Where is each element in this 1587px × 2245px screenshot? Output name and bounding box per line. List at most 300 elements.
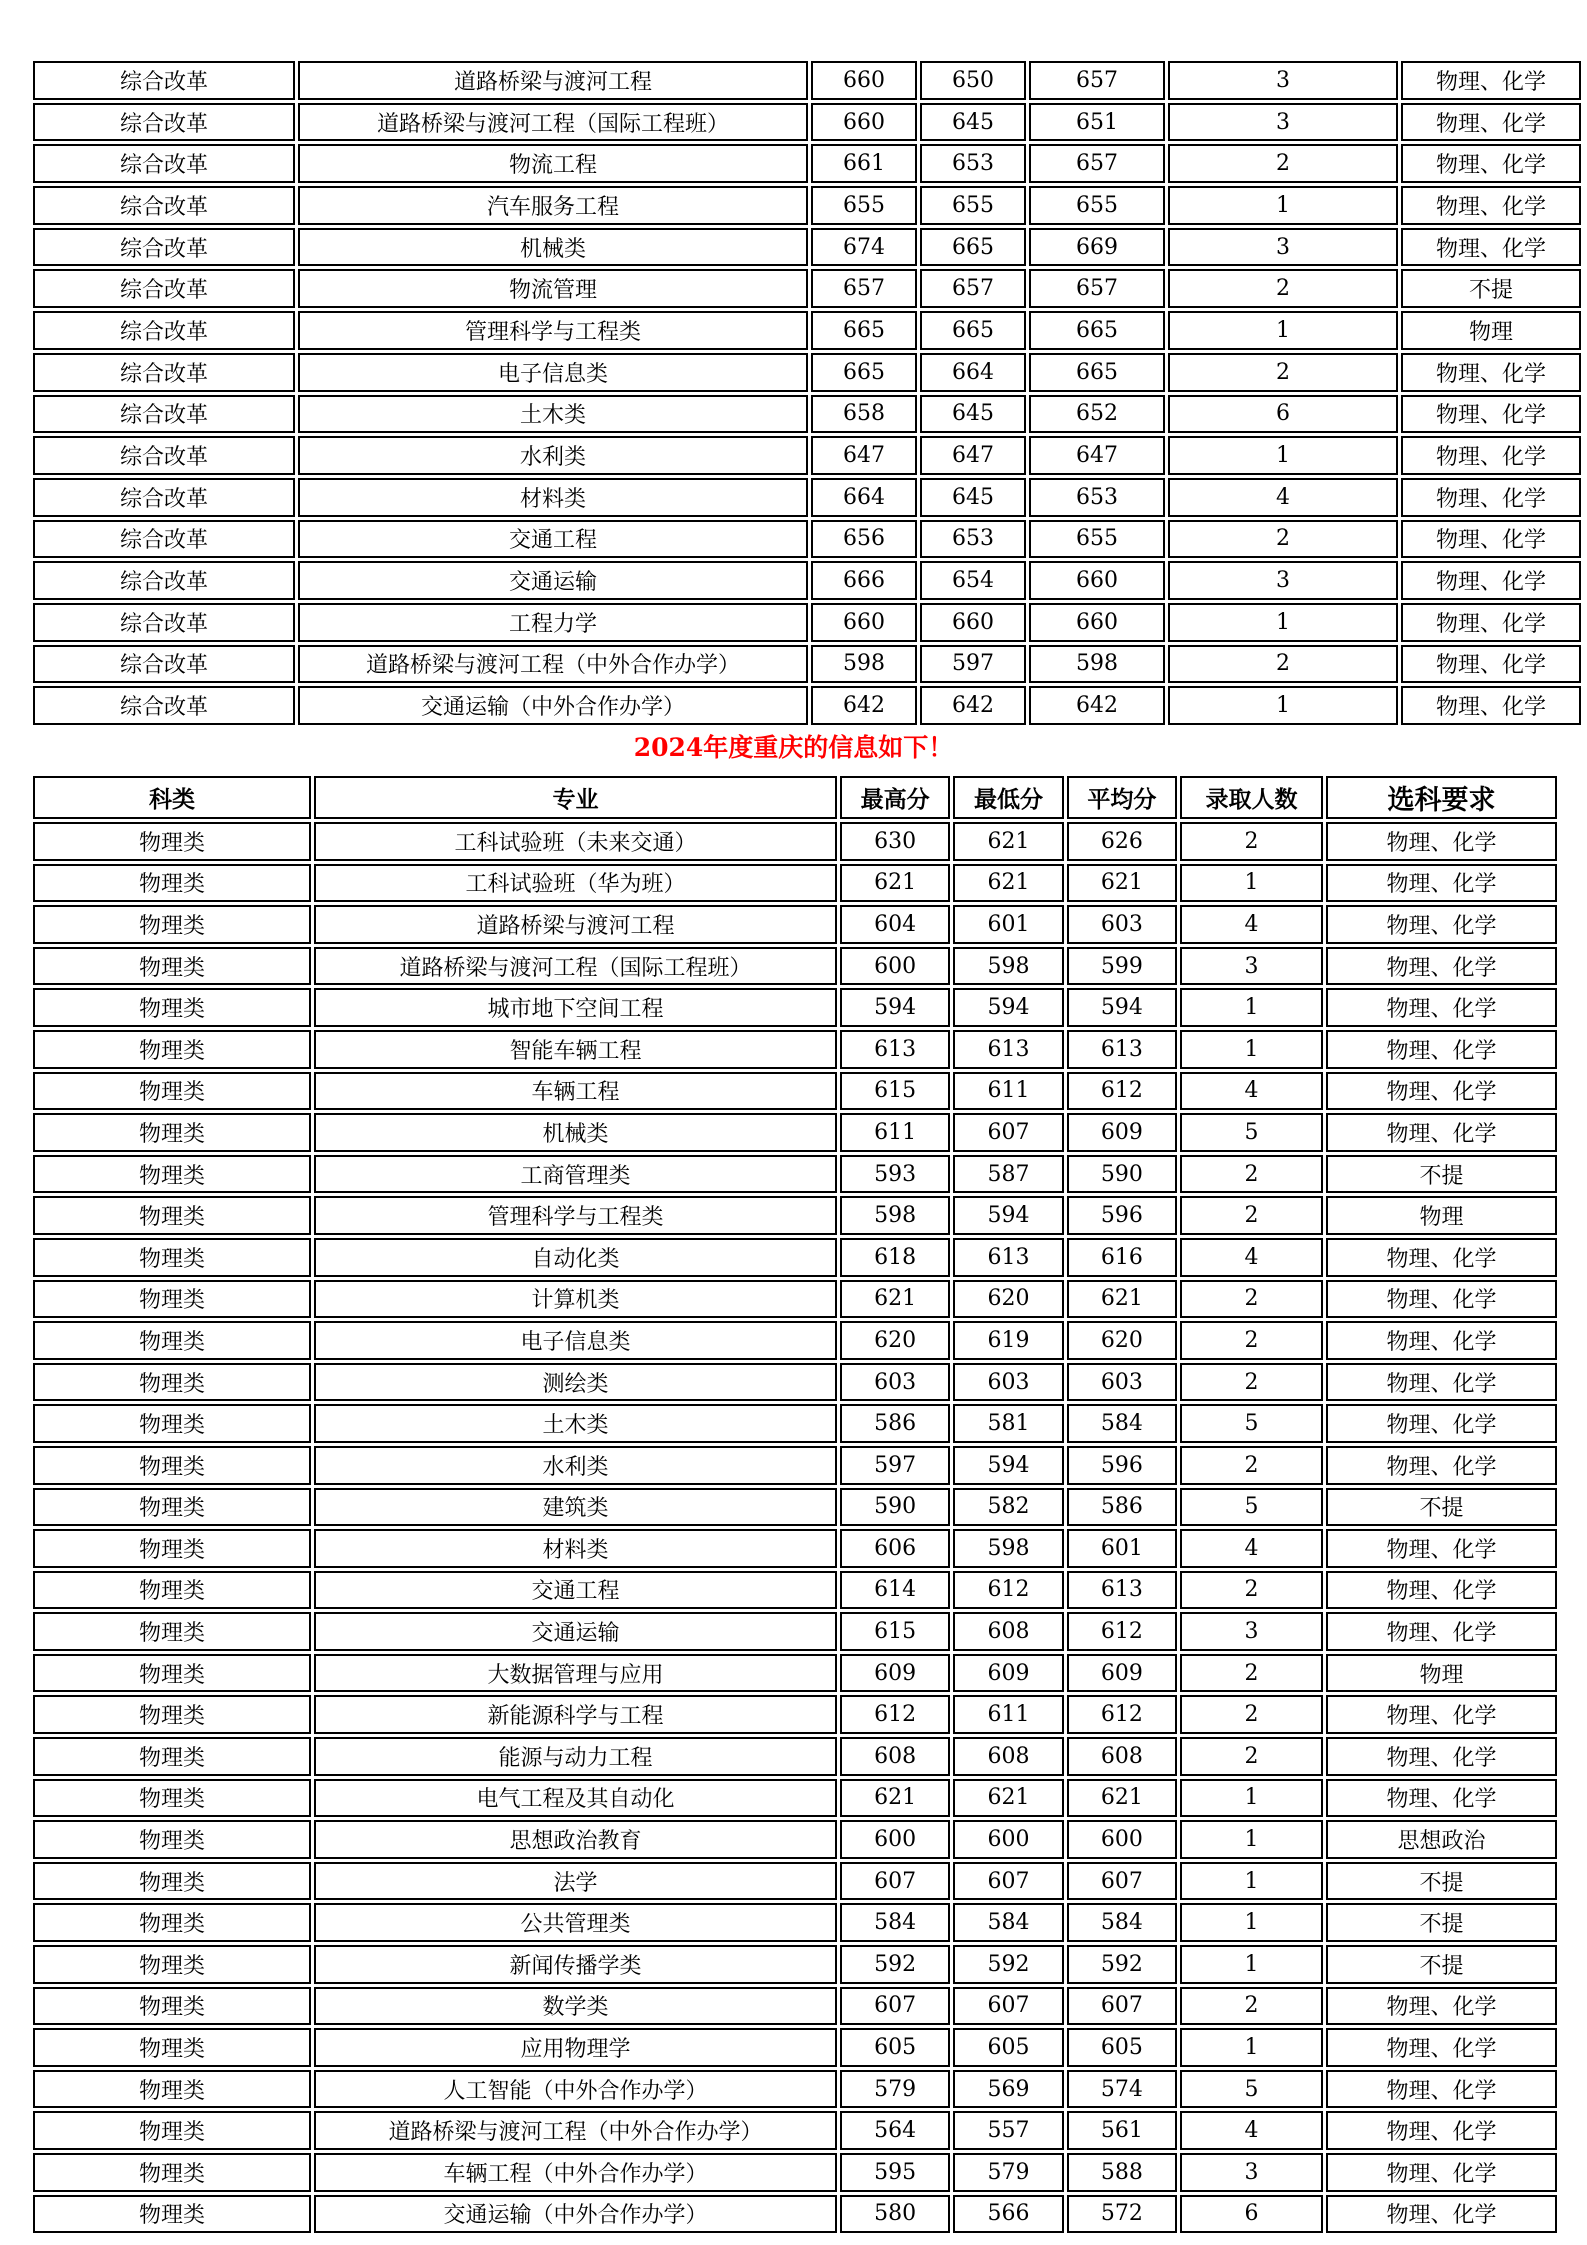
cell-min-score: 645 [920, 395, 1026, 434]
cell-major: 水利类 [298, 436, 808, 475]
cell-avg-score: 669 [1029, 228, 1165, 267]
cell-category: 物理类 [33, 1113, 311, 1152]
cell-admitted-count: 2 [1180, 1695, 1323, 1734]
cell-admitted-count: 2 [1180, 1363, 1323, 1402]
cell-admitted-count: 1 [1180, 1862, 1323, 1901]
cell-max-score: 660 [811, 61, 917, 100]
cell-admitted-count: 2 [1180, 822, 1323, 861]
cell-admitted-count: 1 [1168, 186, 1398, 225]
cell-subject-requirement: 物理、化学 [1326, 1612, 1557, 1651]
cell-max-score: 656 [811, 520, 917, 559]
cell-admitted-count: 2 [1180, 1155, 1323, 1194]
cell-avg-score: 620 [1067, 1321, 1177, 1360]
table-row [33, 1945, 1557, 1984]
cell-max-score: 607 [840, 1987, 950, 2026]
cell-avg-score: 605 [1067, 2028, 1177, 2067]
cell-avg-score: 642 [1029, 686, 1165, 725]
cell-admitted-count: 2 [1168, 645, 1398, 684]
cell-max-score: 614 [840, 1571, 950, 1610]
cell-major: 工程力学 [298, 603, 808, 642]
cell-min-score: 621 [953, 864, 1063, 903]
cell-avg-score: 665 [1029, 353, 1165, 392]
table-row [33, 1446, 1557, 1485]
cell-min-score: 594 [953, 988, 1063, 1027]
cell-avg-score: 612 [1067, 1612, 1177, 1651]
cell-subject-requirement: 物理、化学 [1401, 103, 1581, 142]
header-admitted-count: 录取人数 [1180, 776, 1323, 819]
cell-major: 材料类 [298, 478, 808, 517]
cell-max-score: 590 [840, 1488, 950, 1527]
cell-subject-requirement: 物理、化学 [1401, 353, 1581, 392]
section-heading-chongqing-2024: 2024年度重庆的信息如下！ [633, 733, 954, 762]
cell-min-score: 611 [953, 1695, 1063, 1734]
cell-subject-requirement: 物理、化学 [1326, 822, 1557, 861]
cell-avg-score: 603 [1067, 905, 1177, 944]
cell-avg-score: 655 [1029, 520, 1165, 559]
cell-avg-score: 665 [1029, 311, 1165, 350]
cell-admitted-count: 3 [1168, 228, 1398, 267]
cell-max-score: 597 [840, 1446, 950, 1485]
cell-major: 法学 [314, 1862, 837, 1901]
cell-subject-requirement: 物理、化学 [1401, 478, 1581, 517]
cell-min-score: 582 [953, 1488, 1063, 1527]
cell-subject-requirement: 物理 [1401, 311, 1581, 350]
cell-subject-requirement: 物理、化学 [1401, 395, 1581, 434]
cell-min-score: 611 [953, 1072, 1063, 1111]
cell-min-score: 613 [953, 1030, 1063, 1069]
cell-min-score: 598 [953, 947, 1063, 986]
cell-category: 物理类 [33, 2153, 311, 2192]
cell-avg-score: 651 [1029, 103, 1165, 142]
cell-avg-score: 561 [1067, 2111, 1177, 2150]
cell-avg-score: 613 [1067, 1571, 1177, 1610]
table-row [33, 1862, 1557, 1901]
table-row [33, 186, 1581, 225]
cell-max-score: 674 [811, 228, 917, 267]
cell-max-score: 664 [811, 478, 917, 517]
cell-admitted-count: 1 [1180, 988, 1323, 1027]
cell-avg-score: 660 [1029, 603, 1165, 642]
cell-subject-requirement: 物理、化学 [1326, 2028, 1557, 2067]
cell-category: 综合改革 [33, 103, 295, 142]
cell-admitted-count: 4 [1180, 905, 1323, 944]
admission-table-previous [30, 58, 1584, 728]
cell-avg-score: 596 [1067, 1196, 1177, 1235]
cell-max-score: 660 [811, 103, 917, 142]
cell-subject-requirement: 物理、化学 [1326, 1571, 1557, 1610]
cell-min-score: 621 [953, 1779, 1063, 1818]
cell-admitted-count: 1 [1180, 2028, 1323, 2067]
cell-category: 物理类 [33, 905, 311, 944]
cell-avg-score: 590 [1067, 1155, 1177, 1194]
cell-min-score: 597 [920, 645, 1026, 684]
cell-avg-score: 572 [1067, 2195, 1177, 2234]
cell-subject-requirement: 物理、化学 [1326, 1030, 1557, 1069]
cell-subject-requirement: 物理、化学 [1401, 228, 1581, 267]
cell-max-score: 661 [811, 144, 917, 183]
cell-subject-requirement: 不提 [1326, 1945, 1557, 1984]
cell-subject-requirement: 物理、化学 [1326, 864, 1557, 903]
cell-major: 管理科学与工程类 [314, 1196, 837, 1235]
cell-subject-requirement: 物理、化学 [1326, 1695, 1557, 1734]
cell-avg-score: 584 [1067, 1903, 1177, 1942]
cell-min-score: 664 [920, 353, 1026, 392]
cell-major: 电子信息类 [314, 1321, 837, 1360]
cell-category: 综合改革 [33, 61, 295, 100]
cell-min-score: 650 [920, 61, 1026, 100]
cell-major: 机械类 [314, 1113, 837, 1152]
cell-max-score: 615 [840, 1612, 950, 1651]
cell-major: 汽车服务工程 [298, 186, 808, 225]
cell-subject-requirement: 物理、化学 [1326, 2070, 1557, 2109]
cell-avg-score: 621 [1067, 1779, 1177, 1818]
cell-category: 综合改革 [33, 478, 295, 517]
cell-min-score: 665 [920, 311, 1026, 350]
cell-category: 物理类 [33, 1072, 311, 1111]
cell-category: 物理类 [33, 1737, 311, 1776]
cell-avg-score: 616 [1067, 1238, 1177, 1277]
cell-subject-requirement: 不提 [1326, 1862, 1557, 1901]
cell-admitted-count: 4 [1180, 1238, 1323, 1277]
cell-min-score: 605 [953, 2028, 1063, 2067]
cell-major: 大数据管理与应用 [314, 1654, 837, 1693]
cell-subject-requirement: 物理、化学 [1326, 2195, 1557, 2234]
cell-min-score: 653 [920, 144, 1026, 183]
cell-category: 综合改革 [33, 686, 295, 725]
cell-admitted-count: 4 [1168, 478, 1398, 517]
cell-subject-requirement: 物理 [1326, 1654, 1557, 1693]
cell-max-score: 592 [840, 1945, 950, 1984]
cell-avg-score: 584 [1067, 1404, 1177, 1443]
cell-category: 综合改革 [33, 520, 295, 559]
table-row [33, 61, 1581, 100]
cell-max-score: 630 [840, 822, 950, 861]
table-row [33, 2195, 1557, 2234]
cell-subject-requirement: 物理、化学 [1401, 144, 1581, 183]
cell-min-score: 655 [920, 186, 1026, 225]
cell-min-score: 608 [953, 1737, 1063, 1776]
cell-admitted-count: 2 [1180, 1321, 1323, 1360]
cell-min-score: 598 [953, 1529, 1063, 1568]
cell-category: 综合改革 [33, 228, 295, 267]
cell-subject-requirement: 物理、化学 [1326, 1779, 1557, 1818]
cell-admitted-count: 2 [1168, 144, 1398, 183]
cell-category: 物理类 [33, 2195, 311, 2234]
cell-max-score: 642 [811, 686, 917, 725]
cell-major: 道路桥梁与渡河工程（国际工程班） [298, 103, 808, 142]
table-row [33, 1321, 1557, 1360]
table-row [33, 1820, 1557, 1859]
cell-max-score: 607 [840, 1862, 950, 1901]
cell-category: 综合改革 [33, 395, 295, 434]
cell-admitted-count: 3 [1168, 561, 1398, 600]
table-row [33, 1363, 1557, 1402]
cell-admitted-count: 2 [1168, 353, 1398, 392]
cell-max-score: 621 [840, 864, 950, 903]
cell-min-score: 612 [953, 1571, 1063, 1610]
cell-subject-requirement: 物理、化学 [1326, 1529, 1557, 1568]
cell-category: 物理类 [33, 1488, 311, 1527]
cell-major: 交通运输 [314, 1612, 837, 1651]
cell-major: 物流工程 [298, 144, 808, 183]
table-row [33, 478, 1581, 517]
cell-category: 物理类 [33, 1903, 311, 1942]
cell-subject-requirement: 物理、化学 [1326, 1404, 1557, 1443]
cell-admitted-count: 1 [1168, 436, 1398, 475]
cell-min-score: 607 [953, 1113, 1063, 1152]
table-row [33, 1779, 1557, 1818]
cell-max-score: 647 [811, 436, 917, 475]
table-row [33, 103, 1581, 142]
cell-admitted-count: 5 [1180, 1404, 1323, 1443]
cell-category: 物理类 [33, 2111, 311, 2150]
cell-subject-requirement: 物理、化学 [1326, 988, 1557, 1027]
cell-avg-score: 655 [1029, 186, 1165, 225]
table-row [33, 905, 1557, 944]
cell-category: 综合改革 [33, 311, 295, 350]
cell-max-score: 618 [840, 1238, 950, 1277]
cell-admitted-count: 1 [1168, 603, 1398, 642]
admission-table-chongqing-2024-body [33, 822, 1557, 2233]
table-row [33, 144, 1581, 183]
cell-admitted-count: 2 [1180, 1737, 1323, 1776]
table-row [33, 1488, 1557, 1527]
cell-admitted-count: 4 [1180, 1072, 1323, 1111]
cell-major: 交通运输（中外合作办学） [314, 2195, 837, 2234]
cell-min-score: 647 [920, 436, 1026, 475]
cell-category: 综合改革 [33, 603, 295, 642]
table-row [33, 228, 1581, 267]
cell-admitted-count: 1 [1180, 864, 1323, 903]
cell-admitted-count: 2 [1180, 1196, 1323, 1235]
cell-major: 新闻传播学类 [314, 1945, 837, 1984]
cell-category: 综合改革 [33, 144, 295, 183]
cell-category: 物理类 [33, 947, 311, 986]
cell-major: 电气工程及其自动化 [314, 1779, 837, 1818]
cell-max-score: 580 [840, 2195, 950, 2234]
cell-admitted-count: 6 [1180, 2195, 1323, 2234]
cell-admitted-count: 2 [1180, 1571, 1323, 1610]
cell-admitted-count: 2 [1168, 269, 1398, 308]
cell-major: 道路桥梁与渡河工程 [298, 61, 808, 100]
table-row [33, 1238, 1557, 1277]
cell-avg-score: 601 [1067, 1529, 1177, 1568]
cell-min-score: 657 [920, 269, 1026, 308]
cell-subject-requirement: 物理、化学 [1401, 645, 1581, 684]
cell-max-score: 665 [811, 311, 917, 350]
cell-admitted-count: 1 [1180, 1903, 1323, 1942]
cell-category: 物理类 [33, 1404, 311, 1443]
cell-min-score: 581 [953, 1404, 1063, 1443]
cell-category: 物理类 [33, 1862, 311, 1901]
cell-category: 物理类 [33, 1779, 311, 1818]
cell-major: 测绘类 [314, 1363, 837, 1402]
table-row [33, 436, 1581, 475]
cell-min-score: 620 [953, 1280, 1063, 1319]
table-row [33, 561, 1581, 600]
admission-table-chongqing-2024 [30, 773, 1560, 2236]
table-row [33, 520, 1581, 559]
cell-subject-requirement: 物理、化学 [1326, 1113, 1557, 1152]
cell-subject-requirement: 物理、化学 [1401, 436, 1581, 475]
cell-min-score: 653 [920, 520, 1026, 559]
cell-major: 土木类 [314, 1404, 837, 1443]
cell-category: 物理类 [33, 822, 311, 861]
cell-max-score: 564 [840, 2111, 950, 2150]
cell-max-score: 657 [811, 269, 917, 308]
header-major: 专业 [314, 776, 837, 819]
cell-major: 交通工程 [298, 520, 808, 559]
cell-major: 智能车辆工程 [314, 1030, 837, 1069]
table-row [33, 645, 1581, 684]
table-row [33, 353, 1581, 392]
cell-subject-requirement: 物理、化学 [1401, 561, 1581, 600]
cell-major: 公共管理类 [314, 1903, 837, 1942]
cell-category: 物理类 [33, 1654, 311, 1693]
cell-subject-requirement: 物理、化学 [1401, 686, 1581, 725]
cell-subject-requirement: 物理、化学 [1401, 61, 1581, 100]
cell-avg-score: 603 [1067, 1363, 1177, 1402]
cell-admitted-count: 1 [1168, 311, 1398, 350]
cell-min-score: 660 [920, 603, 1026, 642]
cell-major: 道路桥梁与渡河工程（中外合作办学） [298, 645, 808, 684]
cell-avg-score: 599 [1067, 947, 1177, 986]
cell-admitted-count: 4 [1180, 2111, 1323, 2150]
cell-major: 思想政治教育 [314, 1820, 837, 1859]
cell-subject-requirement: 物理、化学 [1326, 1987, 1557, 2026]
cell-category: 综合改革 [33, 561, 295, 600]
cell-max-score: 584 [840, 1903, 950, 1942]
cell-major: 材料类 [314, 1529, 837, 1568]
cell-avg-score: 612 [1067, 1072, 1177, 1111]
header-max-score: 最高分 [840, 776, 950, 819]
cell-avg-score: 626 [1067, 822, 1177, 861]
cell-max-score: 603 [840, 1363, 950, 1402]
cell-max-score: 600 [840, 947, 950, 986]
cell-major: 工科试验班（未来交通） [314, 822, 837, 861]
table-row [33, 2070, 1557, 2109]
cell-major: 车辆工程 [314, 1072, 837, 1111]
cell-avg-score: 592 [1067, 1945, 1177, 1984]
cell-max-score: 658 [811, 395, 917, 434]
cell-category: 物理类 [33, 1155, 311, 1194]
cell-category: 物理类 [33, 1820, 311, 1859]
cell-min-score: 609 [953, 1654, 1063, 1693]
cell-admitted-count: 1 [1168, 686, 1398, 725]
cell-admitted-count: 3 [1180, 947, 1323, 986]
cell-min-score: 642 [920, 686, 1026, 725]
cell-max-score: 666 [811, 561, 917, 600]
cell-major: 城市地下空间工程 [314, 988, 837, 1027]
cell-avg-score: 607 [1067, 1987, 1177, 2026]
cell-admitted-count: 2 [1180, 1280, 1323, 1319]
cell-major: 物流管理 [298, 269, 808, 308]
table-row [33, 1529, 1557, 1568]
cell-min-score: 645 [920, 478, 1026, 517]
cell-category: 物理类 [33, 864, 311, 903]
cell-min-score: 608 [953, 1612, 1063, 1651]
cell-admitted-count: 3 [1168, 61, 1398, 100]
cell-category: 物理类 [33, 1529, 311, 1568]
cell-admitted-count: 1 [1180, 1945, 1323, 1984]
table-row [33, 2153, 1557, 2192]
cell-category: 物理类 [33, 1280, 311, 1319]
cell-major: 车辆工程（中外合作办学） [314, 2153, 837, 2192]
cell-min-score: 665 [920, 228, 1026, 267]
cell-avg-score: 608 [1067, 1737, 1177, 1776]
cell-min-score: 594 [953, 1196, 1063, 1235]
cell-subject-requirement: 物理、化学 [1326, 1321, 1557, 1360]
cell-subject-requirement: 物理、化学 [1326, 1363, 1557, 1402]
cell-category: 物理类 [33, 2070, 311, 2109]
table-row [33, 686, 1581, 725]
cell-subject-requirement: 物理、化学 [1401, 520, 1581, 559]
cell-max-score: 579 [840, 2070, 950, 2109]
cell-avg-score: 609 [1067, 1654, 1177, 1693]
cell-category: 物理类 [33, 1612, 311, 1651]
cell-min-score: 587 [953, 1155, 1063, 1194]
cell-category: 物理类 [33, 1695, 311, 1734]
cell-admitted-count: 5 [1180, 2070, 1323, 2109]
cell-avg-score: 586 [1067, 1488, 1177, 1527]
table-header-row [33, 776, 1557, 819]
cell-subject-requirement: 物理、化学 [1401, 603, 1581, 642]
cell-subject-requirement: 物理 [1326, 1196, 1557, 1235]
cell-subject-requirement: 物理、化学 [1326, 2153, 1557, 2192]
cell-max-score: 595 [840, 2153, 950, 2192]
cell-min-score: 584 [953, 1903, 1063, 1942]
table-row [33, 947, 1557, 986]
cell-max-score: 613 [840, 1030, 950, 1069]
cell-major: 道路桥梁与渡河工程 [314, 905, 837, 944]
cell-subject-requirement: 物理、化学 [1326, 905, 1557, 944]
cell-major: 应用物理学 [314, 2028, 837, 2067]
cell-avg-score: 657 [1029, 269, 1165, 308]
cell-major: 数学类 [314, 1987, 837, 2026]
cell-category: 物理类 [33, 1363, 311, 1402]
cell-category: 物理类 [33, 1030, 311, 1069]
cell-category: 综合改革 [33, 353, 295, 392]
cell-avg-score: 621 [1067, 864, 1177, 903]
cell-max-score: 608 [840, 1737, 950, 1776]
cell-admitted-count: 5 [1180, 1113, 1323, 1152]
cell-major: 工商管理类 [314, 1155, 837, 1194]
cell-min-score: 601 [953, 905, 1063, 944]
cell-max-score: 606 [840, 1529, 950, 1568]
cell-admitted-count: 1 [1180, 1030, 1323, 1069]
cell-avg-score: 588 [1067, 2153, 1177, 2192]
cell-major: 电子信息类 [298, 353, 808, 392]
cell-admitted-count: 3 [1180, 2153, 1323, 2192]
table-row [33, 603, 1581, 642]
table-row [33, 864, 1557, 903]
cell-subject-requirement: 物理、化学 [1326, 2111, 1557, 2150]
cell-max-score: 605 [840, 2028, 950, 2067]
cell-min-score: 621 [953, 822, 1063, 861]
cell-max-score: 621 [840, 1779, 950, 1818]
cell-max-score: 598 [840, 1196, 950, 1235]
cell-min-score: 594 [953, 1446, 1063, 1485]
cell-avg-score: 657 [1029, 61, 1165, 100]
table-row [33, 269, 1581, 308]
cell-subject-requirement: 物理、化学 [1326, 1737, 1557, 1776]
cell-admitted-count: 2 [1168, 520, 1398, 559]
cell-min-score: 557 [953, 2111, 1063, 2150]
cell-category: 物理类 [33, 2028, 311, 2067]
cell-admitted-count: 4 [1180, 1529, 1323, 1568]
cell-min-score: 619 [953, 1321, 1063, 1360]
cell-admitted-count: 5 [1180, 1488, 1323, 1527]
